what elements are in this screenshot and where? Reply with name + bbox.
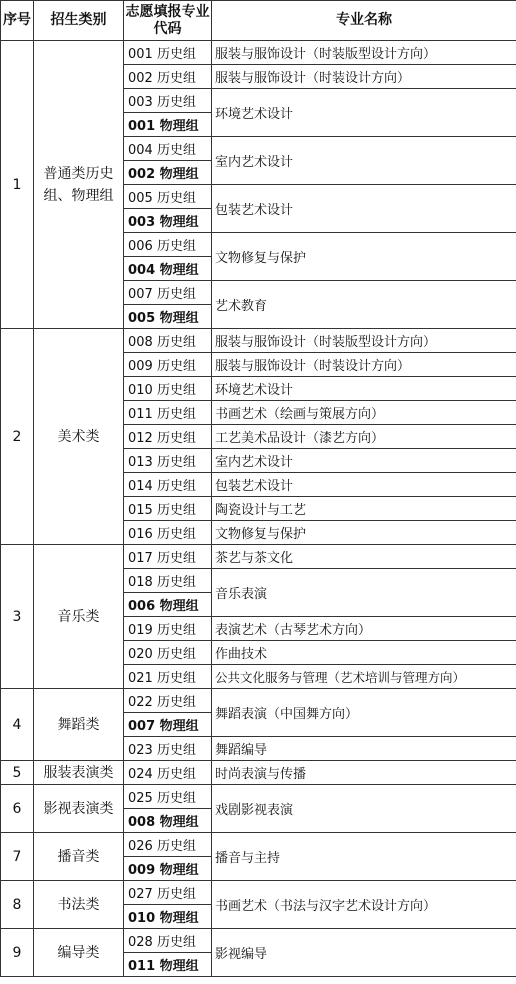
major-cell: 包装艺术设计 [212, 473, 516, 497]
code-cell: 010 历史组 [124, 377, 212, 401]
code-cell: 027 历史组 [124, 881, 212, 905]
major-cell: 室内艺术设计 [212, 137, 516, 185]
major-cell: 艺术教育 [212, 281, 516, 329]
major-cell: 舞蹈编导 [212, 737, 516, 761]
major-cell: 室内艺术设计 [212, 449, 516, 473]
group-category: 播音类 [34, 833, 124, 881]
major-cell: 服装与服饰设计（时装设计方向） [212, 353, 516, 377]
major-cell: 书画艺术（绘画与策展方向） [212, 401, 516, 425]
major-cell: 服装与服饰设计（时装版型设计方向） [212, 329, 516, 353]
code-cell: 005 历史组 [124, 185, 212, 209]
table-row [1, 41, 516, 65]
group-seq: 5 [1, 761, 34, 785]
code-cell: 003 历史组 [124, 89, 212, 113]
code-cell: 005 物理组 [124, 305, 212, 329]
table-row [1, 881, 516, 905]
major-cell: 表演艺术（古琴艺术方向） [212, 617, 516, 641]
header-code: 志愿填报专业代码 [124, 1, 212, 41]
major-cell: 作曲技术 [212, 641, 516, 665]
code-cell: 009 物理组 [124, 857, 212, 881]
major-cell: 戏剧影视表演 [212, 785, 516, 833]
code-cell: 004 历史组 [124, 137, 212, 161]
group-category: 影视表演类 [34, 785, 124, 833]
code-cell: 022 历史组 [124, 689, 212, 713]
group-category: 书法类 [34, 881, 124, 929]
major-cell: 文物修复与保护 [212, 521, 516, 545]
table-row [1, 329, 516, 353]
code-cell: 019 历史组 [124, 617, 212, 641]
group-category: 舞蹈类 [34, 689, 124, 761]
major-cell: 音乐表演 [212, 569, 516, 617]
code-cell: 007 物理组 [124, 713, 212, 737]
major-cell: 舞蹈表演（中国舞方向） [212, 689, 516, 737]
header-seq: 序号 [1, 1, 34, 41]
code-cell: 006 物理组 [124, 593, 212, 617]
table-row [1, 833, 516, 857]
code-cell: 026 历史组 [124, 833, 212, 857]
code-cell: 011 历史组 [124, 401, 212, 425]
header-row [1, 1, 516, 41]
group-seq: 7 [1, 833, 34, 881]
group-seq: 3 [1, 545, 34, 689]
code-cell: 009 历史组 [124, 353, 212, 377]
code-cell: 001 历史组 [124, 41, 212, 65]
group-seq: 2 [1, 329, 34, 545]
major-cell: 服装与服饰设计（时装设计方向） [212, 65, 516, 89]
group-category: 编导类 [34, 929, 124, 977]
code-cell: 015 历史组 [124, 497, 212, 521]
group-category: 音乐类 [34, 545, 124, 689]
code-cell: 001 物理组 [124, 113, 212, 137]
code-cell: 002 物理组 [124, 161, 212, 185]
code-cell: 014 历史组 [124, 473, 212, 497]
code-cell: 028 历史组 [124, 929, 212, 953]
major-cell: 公共文化服务与管理（艺术培训与管理方向） [212, 665, 516, 689]
group-seq: 6 [1, 785, 34, 833]
code-cell: 010 物理组 [124, 905, 212, 929]
group-seq: 8 [1, 881, 34, 929]
major-cell: 时尚表演与传播 [212, 761, 516, 785]
code-cell: 007 历史组 [124, 281, 212, 305]
major-cell: 服装与服饰设计（时装版型设计方向） [212, 41, 516, 65]
table-row [1, 689, 516, 713]
major-cell: 陶瓷设计与工艺 [212, 497, 516, 521]
major-cell: 环境艺术设计 [212, 377, 516, 401]
group-seq: 4 [1, 689, 34, 761]
major-cell: 播音与主持 [212, 833, 516, 881]
major-cell: 茶艺与茶文化 [212, 545, 516, 569]
group-category: 美术类 [34, 329, 124, 545]
code-cell: 025 历史组 [124, 785, 212, 809]
major-cell: 工艺美术品设计（漆艺方向） [212, 425, 516, 449]
major-cell: 书画艺术（书法与汉字艺术设计方向） [212, 881, 516, 929]
code-cell: 002 历史组 [124, 65, 212, 89]
code-cell: 004 物理组 [124, 257, 212, 281]
major-cell: 环境艺术设计 [212, 89, 516, 137]
major-cell: 包装艺术设计 [212, 185, 516, 233]
group-seq: 9 [1, 929, 34, 977]
group-category: 服装表演类 [34, 761, 124, 785]
table-row [1, 761, 516, 785]
header-category: 招生类别 [34, 1, 124, 41]
code-cell: 023 历史组 [124, 737, 212, 761]
group-category: 普通类历史组、物理组 [34, 41, 124, 329]
code-cell: 008 物理组 [124, 809, 212, 833]
table-row [1, 929, 516, 953]
code-cell: 020 历史组 [124, 641, 212, 665]
code-cell: 024 历史组 [124, 761, 212, 785]
code-cell: 012 历史组 [124, 425, 212, 449]
code-cell: 021 历史组 [124, 665, 212, 689]
code-cell: 016 历史组 [124, 521, 212, 545]
code-cell: 013 历史组 [124, 449, 212, 473]
table-row [1, 785, 516, 809]
group-seq: 1 [1, 41, 34, 329]
code-cell: 003 物理组 [124, 209, 212, 233]
code-cell: 006 历史组 [124, 233, 212, 257]
header-major: 专业名称 [212, 1, 516, 41]
table-row [1, 545, 516, 569]
code-cell: 017 历史组 [124, 545, 212, 569]
code-cell: 011 物理组 [124, 953, 212, 977]
major-cell: 影视编导 [212, 929, 516, 977]
major-cell: 文物修复与保护 [212, 233, 516, 281]
code-cell: 018 历史组 [124, 569, 212, 593]
code-cell: 008 历史组 [124, 329, 212, 353]
